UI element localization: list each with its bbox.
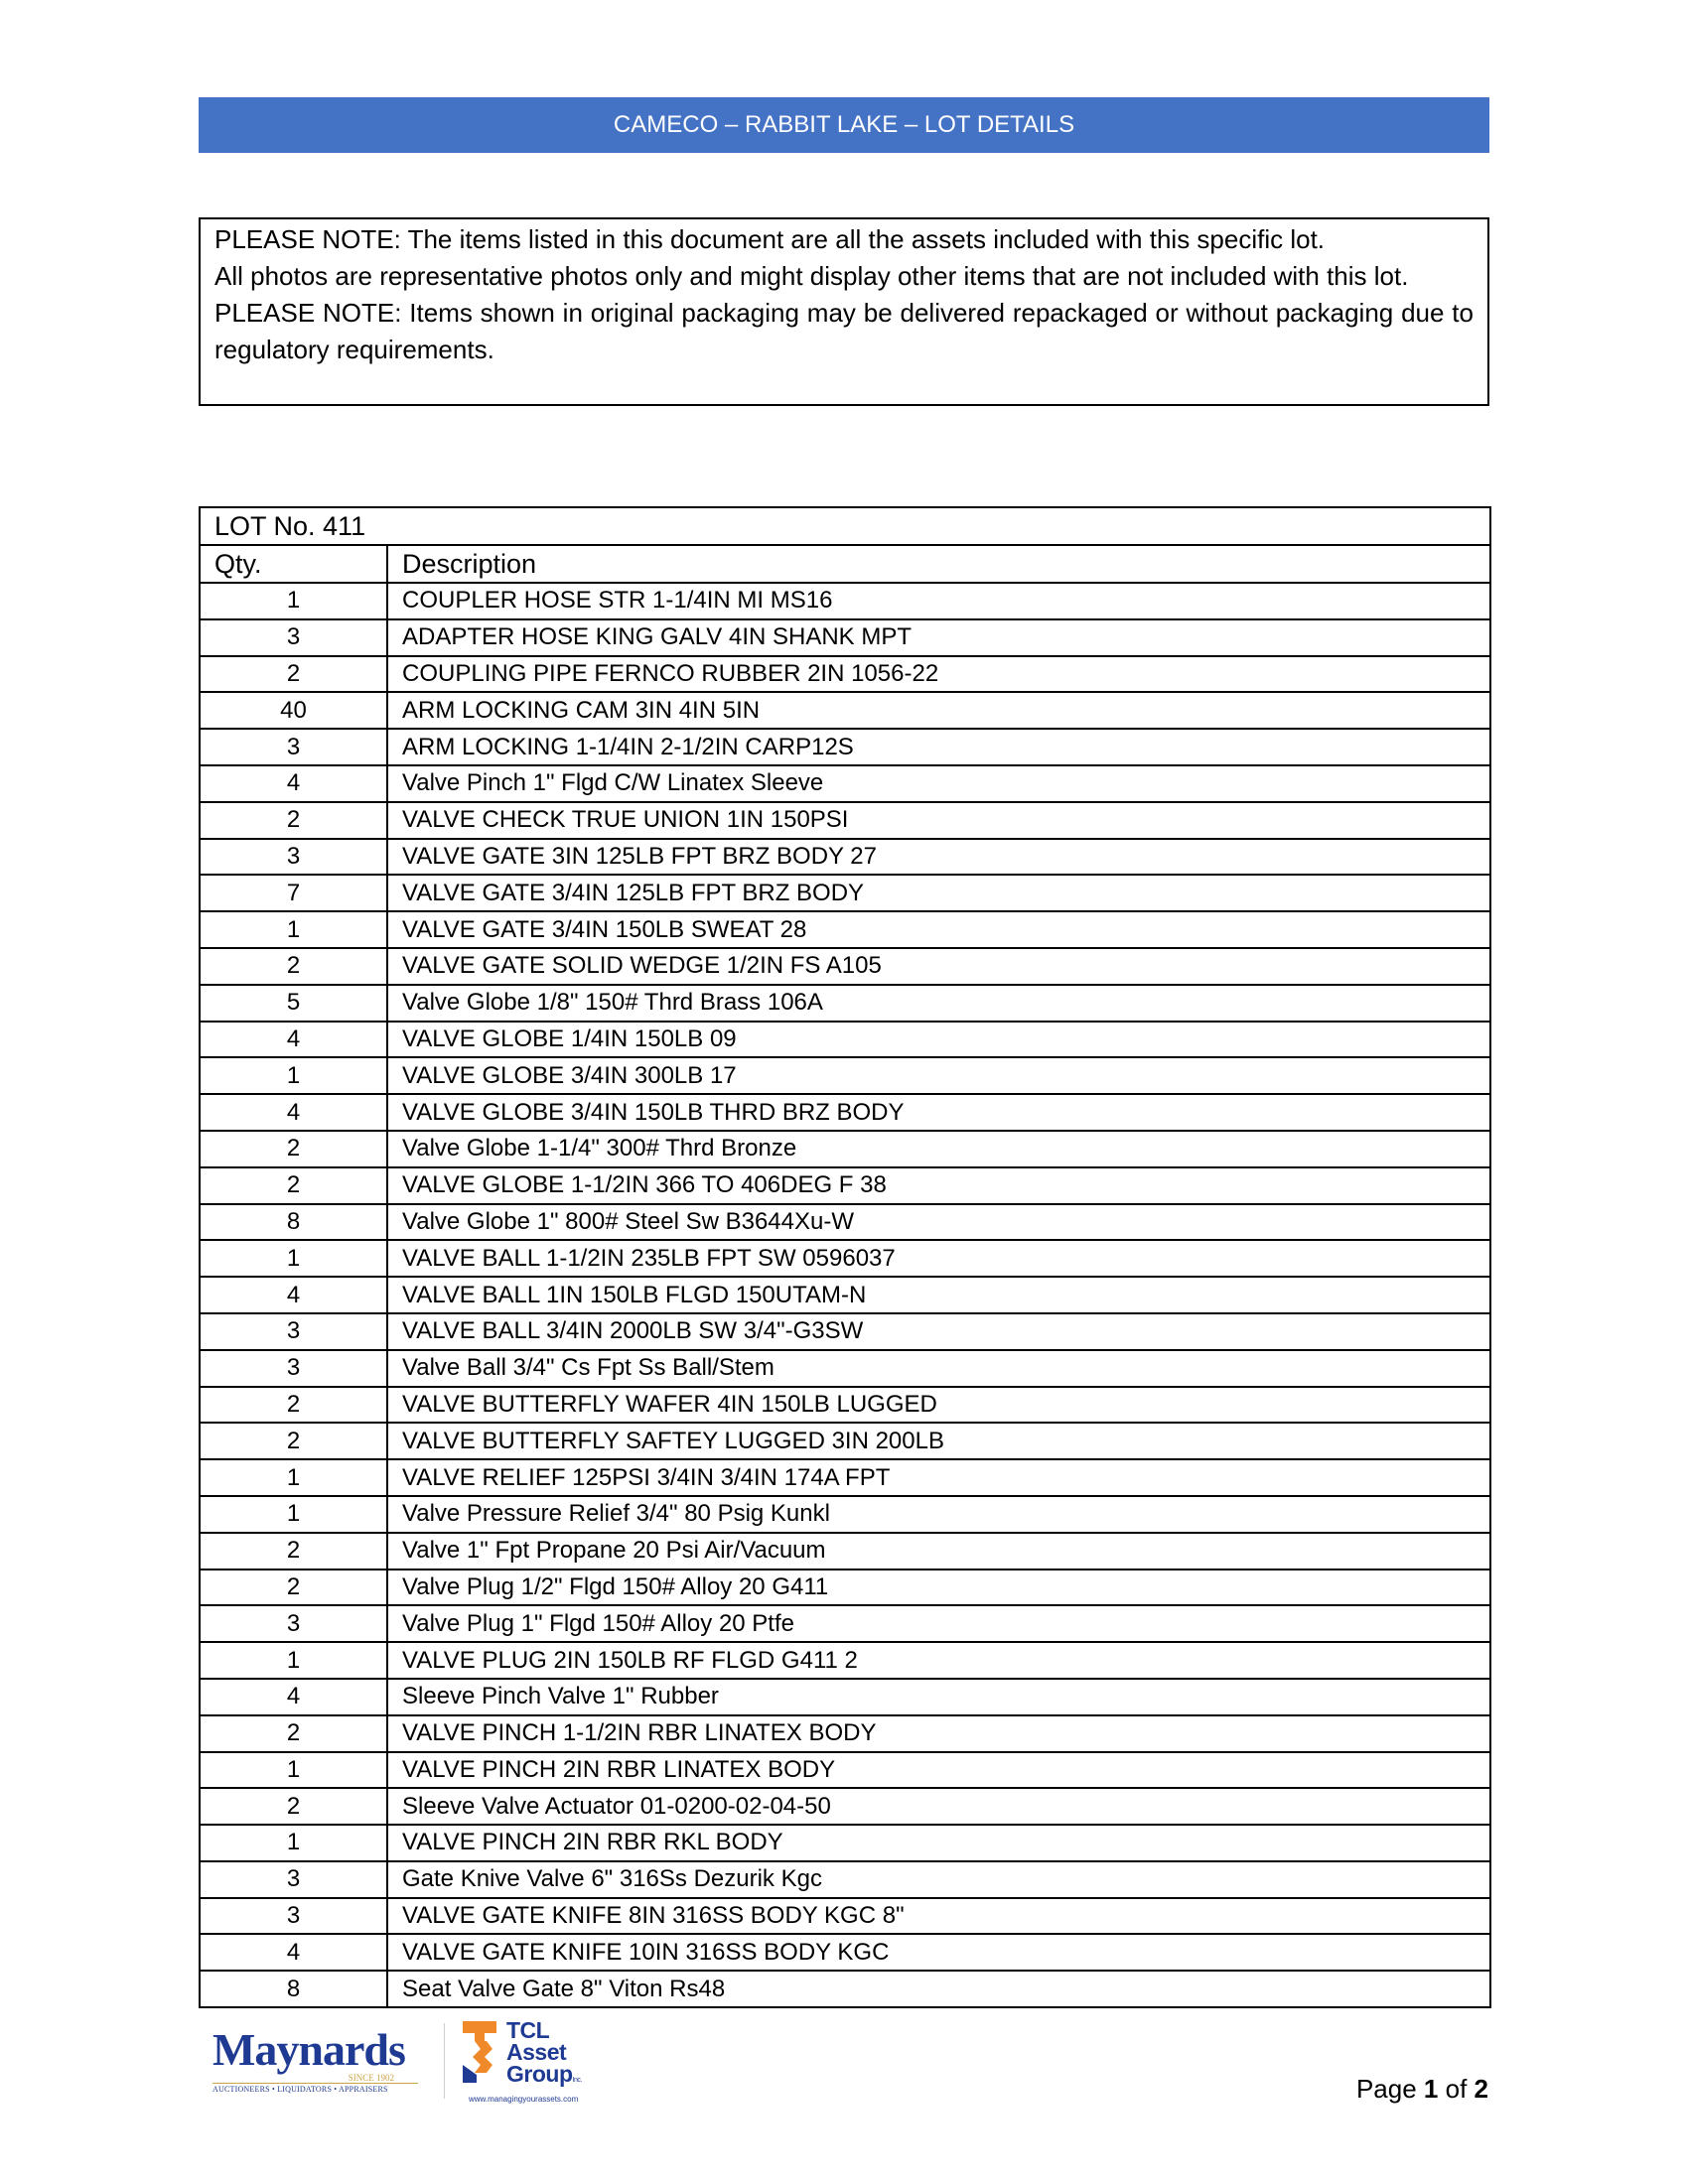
- tcl-logo-line-2: Asset: [506, 2039, 567, 2065]
- table-row: [200, 1825, 1490, 1861]
- item-description: VALVE PINCH 2IN RBR RKL BODY: [387, 1825, 1490, 1861]
- page-current: 1: [1423, 2074, 1439, 2104]
- table-row: [200, 839, 1490, 876]
- table-row: [200, 1350, 1490, 1387]
- item-qty: 1: [200, 1752, 387, 1789]
- item-description: VALVE PINCH 2IN RBR LINATEX BODY: [387, 1752, 1490, 1789]
- item-description: Gate Knive Valve 6" 316Ss Dezurik Kgc: [387, 1861, 1490, 1898]
- column-header-description: Description: [387, 545, 1490, 583]
- item-description: Seat Valve Gate 8" Viton Rs48: [387, 1971, 1490, 2007]
- item-qty: 3: [200, 619, 387, 656]
- table-row: [200, 1387, 1490, 1424]
- table-row: [200, 1496, 1490, 1533]
- item-description: ARM LOCKING CAM 3IN 4IN 5IN: [387, 692, 1490, 729]
- lot-number-row: [200, 507, 1490, 545]
- tcl-logo-line-3: Group: [506, 2061, 573, 2087]
- table-row: [200, 985, 1490, 1022]
- item-qty: 3: [200, 729, 387, 765]
- item-description: VALVE PINCH 1-1/2IN RBR LINATEX BODY: [387, 1715, 1490, 1752]
- item-description: VALVE GLOBE 3/4IN 150LB THRD BRZ BODY: [387, 1094, 1490, 1131]
- item-qty: 2: [200, 1533, 387, 1570]
- item-qty: 2: [200, 1131, 387, 1167]
- item-qty: 1: [200, 911, 387, 948]
- item-qty: 2: [200, 948, 387, 985]
- item-description: VALVE GATE 3/4IN 125LB FPT BRZ BODY: [387, 875, 1490, 911]
- table-row: [200, 729, 1490, 765]
- table-row: [200, 911, 1490, 948]
- item-description: VALVE BALL 3/4IN 2000LB SW 3/4"-G3SW: [387, 1313, 1490, 1350]
- maynards-logo-since: SINCE 1902: [212, 2073, 418, 2084]
- item-qty: 1: [200, 583, 387, 619]
- page-middle: of: [1438, 2074, 1475, 2104]
- item-qty: 3: [200, 1350, 387, 1387]
- item-qty: 1: [200, 1496, 387, 1533]
- item-qty: 7: [200, 875, 387, 911]
- item-description: ADAPTER HOSE KING GALV 4IN SHANK MPT: [387, 619, 1490, 656]
- item-description: Sleeve Pinch Valve 1" Rubber: [387, 1679, 1490, 1715]
- table-row: [200, 1204, 1490, 1241]
- table-row: [200, 1788, 1490, 1825]
- item-qty: 3: [200, 1313, 387, 1350]
- item-qty: 2: [200, 802, 387, 839]
- item-qty: 8: [200, 1204, 387, 1241]
- item-description: COUPLER HOSE STR 1-1/4IN MI MS16: [387, 583, 1490, 619]
- table-row: [200, 1459, 1490, 1496]
- item-qty: 40: [200, 692, 387, 729]
- notice-box: [199, 217, 1489, 406]
- table-row: [200, 765, 1490, 802]
- item-qty: 3: [200, 839, 387, 876]
- page-total: 2: [1474, 2074, 1488, 2104]
- item-description: VALVE GATE 3/4IN 150LB SWEAT 28: [387, 911, 1490, 948]
- table-row: [200, 1313, 1490, 1350]
- item-description: Valve 1" Fpt Propane 20 Psi Air/Vacuum: [387, 1533, 1490, 1570]
- item-qty: 3: [200, 1605, 387, 1642]
- table-row: [200, 1094, 1490, 1131]
- item-qty: 2: [200, 656, 387, 693]
- item-qty: 1: [200, 1825, 387, 1861]
- table-row: [200, 1167, 1490, 1204]
- item-qty: 4: [200, 1094, 387, 1131]
- item-qty: 4: [200, 1277, 387, 1313]
- item-description: VALVE GLOBE 1-1/2IN 366 TO 406DEG F 38: [387, 1167, 1490, 1204]
- item-qty: 4: [200, 1934, 387, 1971]
- table-row: [200, 1570, 1490, 1606]
- lot-number: LOT No. 411: [200, 507, 1490, 545]
- item-description: ARM LOCKING 1-1/4IN 2-1/2IN CARP12S: [387, 729, 1490, 765]
- item-description: VALVE GATE 3IN 125LB FPT BRZ BODY 27: [387, 839, 1490, 876]
- item-description: VALVE BALL 1IN 150LB FLGD 150UTAM-N: [387, 1277, 1490, 1313]
- item-description: Valve Globe 1-1/4" 300# Thrd Bronze: [387, 1131, 1490, 1167]
- item-description: VALVE GLOBE 3/4IN 300LB 17: [387, 1057, 1490, 1094]
- item-qty: 3: [200, 1898, 387, 1935]
- table-row: [200, 1861, 1490, 1898]
- notice-line-2: All photos are representative photos only and might display other items that are not included with this lot.: [214, 261, 1409, 291]
- item-description: VALVE PLUG 2IN 150LB RF FLGD G411 2: [387, 1642, 1490, 1679]
- lot-table: [199, 506, 1491, 2008]
- maynards-logo-tagline: AUCTIONEERS • LIQUIDATORS • APPRAISERS: [212, 2085, 388, 2094]
- tcl-logo-url: www.managingyourassets.com: [469, 2095, 579, 2104]
- item-description: Valve Plug 1/2" Flgd 150# Alloy 20 G411: [387, 1570, 1490, 1606]
- item-description: VALVE GATE KNIFE 8IN 316SS BODY KGC 8": [387, 1898, 1490, 1935]
- table-row: [200, 1277, 1490, 1313]
- table-header-row: [200, 545, 1490, 583]
- table-row: [200, 1533, 1490, 1570]
- item-description: Valve Ball 3/4" Cs Fpt Ss Ball/Stem: [387, 1350, 1490, 1387]
- item-description: VALVE CHECK TRUE UNION 1IN 150PSI: [387, 802, 1490, 839]
- table-row: [200, 1642, 1490, 1679]
- page-prefix: Page: [1355, 2074, 1424, 2104]
- item-description: Valve Globe 1" 800# Steel Sw B3644Xu-W: [387, 1204, 1490, 1241]
- column-header-qty: Qty.: [200, 545, 387, 583]
- table-row: [200, 692, 1490, 729]
- item-description: Valve Pinch 1" Flgd C/W Linatex Sleeve: [387, 765, 1490, 802]
- document-title: CAMECO – RABBIT LAKE – LOT DETAILS: [613, 111, 1075, 138]
- table-row: [200, 1898, 1490, 1935]
- table-row: [200, 1679, 1490, 1715]
- item-qty: 2: [200, 1423, 387, 1459]
- item-qty: 8: [200, 1971, 387, 2007]
- notice-line-3: PLEASE NOTE: Items shown in original packaging may be delivered repackaged or without packaging due to regulatory requirements.: [214, 298, 1474, 364]
- item-description: Sleeve Valve Actuator 01-0200-02-04-50: [387, 1788, 1490, 1825]
- table-row: [200, 1022, 1490, 1058]
- item-description: VALVE BUTTERFLY SAFTEY LUGGED 3IN 200LB: [387, 1423, 1490, 1459]
- page-number: [1291, 2074, 1488, 2105]
- item-qty: 1: [200, 1057, 387, 1094]
- table-row: [200, 1752, 1490, 1789]
- item-qty: 2: [200, 1167, 387, 1204]
- table-row: [200, 1057, 1490, 1094]
- table-row: [200, 1423, 1490, 1459]
- table-row: [200, 1605, 1490, 1642]
- maynards-logo-name: Maynards: [212, 2024, 405, 2075]
- item-qty: 4: [200, 1022, 387, 1058]
- table-row: [200, 1131, 1490, 1167]
- notice-line-1: PLEASE NOTE: The items listed in this document are all the assets included with this specific lot.: [214, 224, 1326, 254]
- item-description: Valve Globe 1/8" 150# Thrd Brass 106A: [387, 985, 1490, 1022]
- item-qty: 5: [200, 985, 387, 1022]
- item-description: VALVE RELIEF 125PSI 3/4IN 3/4IN 174A FPT: [387, 1459, 1490, 1496]
- tcl-asset-group-logo: [457, 2019, 606, 2109]
- item-qty: 3: [200, 1861, 387, 1898]
- item-qty: 1: [200, 1642, 387, 1679]
- item-qty: 2: [200, 1715, 387, 1752]
- tcl-logo-suffix: Inc.: [572, 2077, 582, 2084]
- table-row: [200, 948, 1490, 985]
- item-qty: 4: [200, 1679, 387, 1715]
- table-row: [200, 656, 1490, 693]
- tcl-logo-mark-icon: [457, 2019, 504, 2085]
- item-qty: 1: [200, 1240, 387, 1277]
- document-title-bar: [199, 97, 1489, 153]
- item-description: Valve Plug 1" Flgd 150# Alloy 20 Ptfe: [387, 1605, 1490, 1642]
- item-qty: 2: [200, 1570, 387, 1606]
- table-row: [200, 619, 1490, 656]
- item-description: VALVE BALL 1-1/2IN 235LB FPT SW 0596037: [387, 1240, 1490, 1277]
- tcl-logo-text: [506, 2019, 582, 2092]
- item-qty: 2: [200, 1387, 387, 1424]
- item-description: VALVE GATE KNIFE 10IN 316SS BODY KGC: [387, 1934, 1490, 1971]
- table-row: [200, 583, 1490, 619]
- table-row: [200, 802, 1490, 839]
- maynards-logo: [212, 2024, 426, 2096]
- item-qty: 2: [200, 1788, 387, 1825]
- item-description: COUPLING PIPE FERNCO RUBBER 2IN 1056-22: [387, 656, 1490, 693]
- item-description: VALVE BUTTERFLY WAFER 4IN 150LB LUGGED: [387, 1387, 1490, 1424]
- item-description: Valve Pressure Relief 3/4" 80 Psig Kunkl: [387, 1496, 1490, 1533]
- table-row: [200, 1715, 1490, 1752]
- table-row: [200, 1971, 1490, 2007]
- item-description: VALVE GATE SOLID WEDGE 1/2IN FS A105: [387, 948, 1490, 985]
- table-row: [200, 1934, 1490, 1971]
- tcl-logo-line-1: TCL: [506, 2017, 550, 2043]
- table-row: [200, 875, 1490, 911]
- table-row: [200, 1240, 1490, 1277]
- item-description: VALVE GLOBE 1/4IN 150LB 09: [387, 1022, 1490, 1058]
- item-qty: 1: [200, 1459, 387, 1496]
- item-qty: 4: [200, 765, 387, 802]
- footer-logos: [209, 2015, 606, 2115]
- logo-divider: [444, 2023, 445, 2099]
